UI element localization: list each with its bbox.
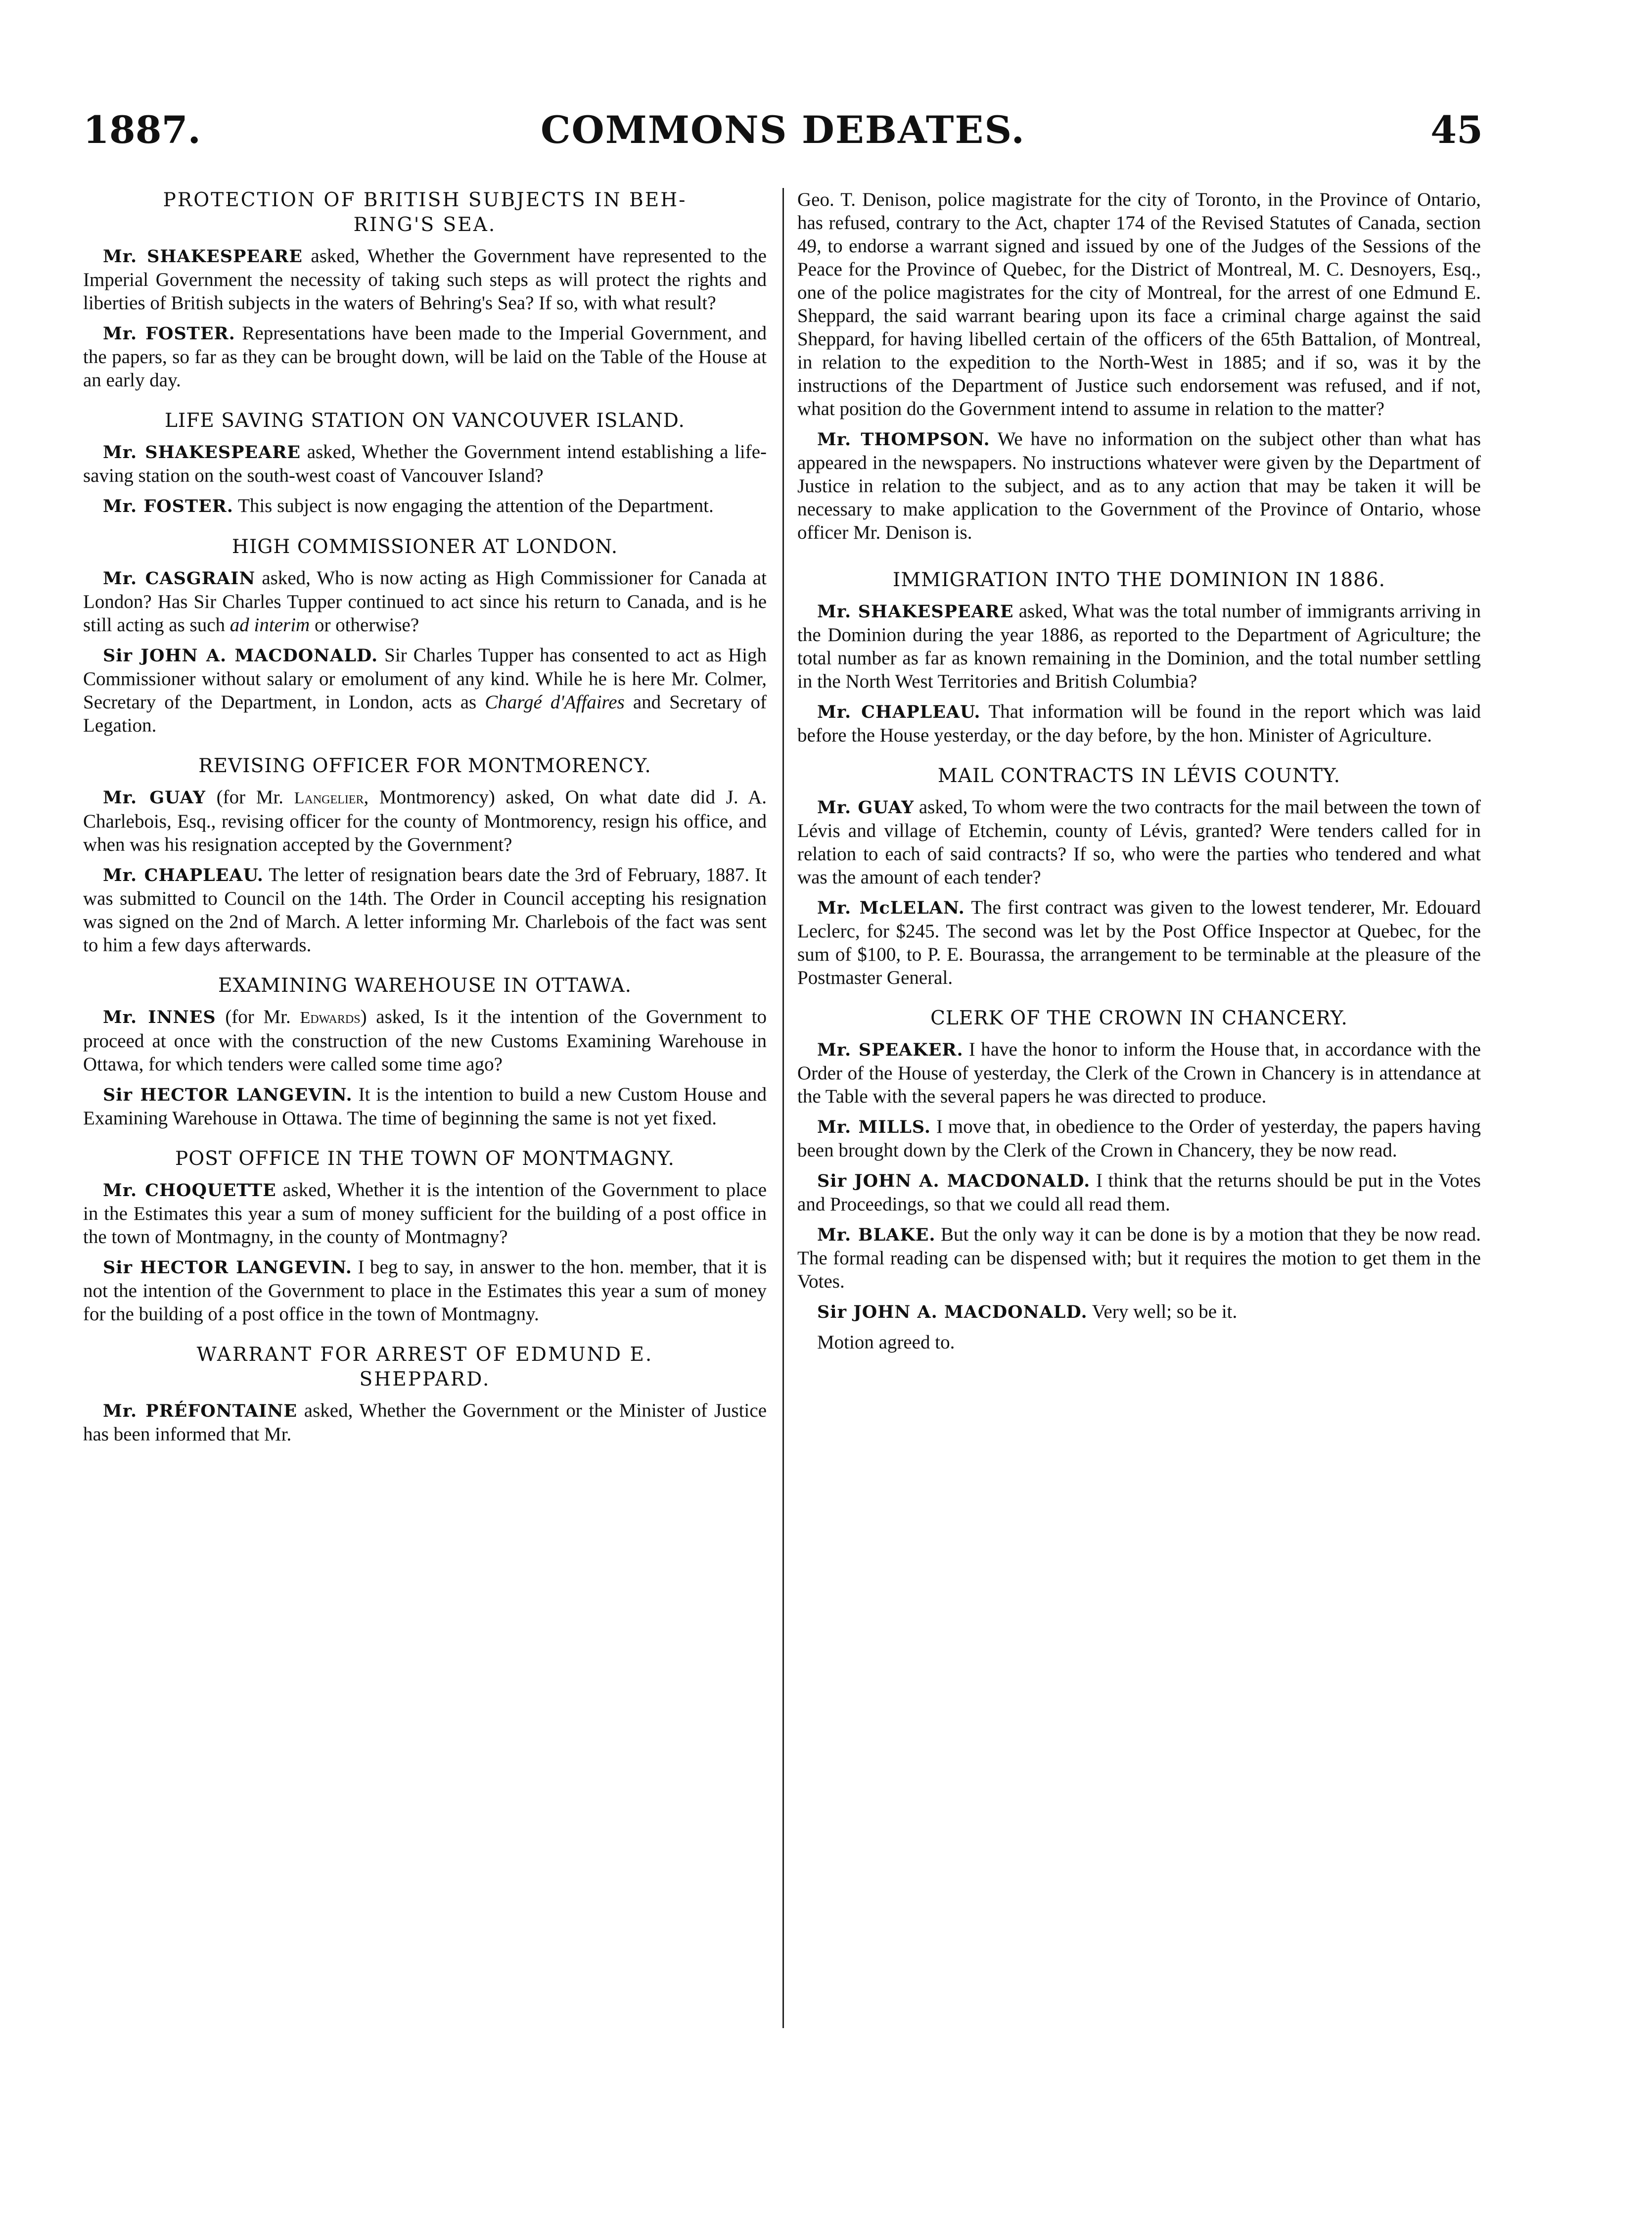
section-heading: CLERK OF THE CROWN IN CHANCERY.	[930, 1007, 1348, 1029]
header-title: COMMONS DEBATES.	[541, 108, 1025, 152]
answer-paragraph: Sir HECTOR LANGEVIN. It is the intention to build a new Custom House and Examining Warehouse in Ottawa. The time of beginning the same is not yet fixed.	[83, 1084, 767, 1129]
page-header	[83, 108, 1483, 162]
question-paragraph: Mr. SHAKESPEARE asked, What was the total number of immigrants arriving in the Dominion during the year 1886, as reported to the Department of Agriculture; the total number as far as known remaining in the Dominion, and the total number settling in the North West Territories and British Columbia?	[797, 601, 1481, 692]
question-paragraph: Mr. GUAY (for Mr. Langelier, Montmorency) asked, On what date did J. A. Charlebois, Esq., revising officer for the county of Montmorency, resign his office, and when was his resignation accepted by the Government?	[83, 787, 767, 855]
answer-paragraph: Mr. McLELAN. The first contract was given to the lowest tenderer, Mr. Edouard Leclerc, for $245. The second was let by the Post Office Inspector at Quebec, for the sum of $100, to P. E. Bourassa, the arrangement to be terminable at the pleasure of the Postmaster General.	[797, 897, 1481, 988]
header-page-number: 45	[1430, 108, 1483, 152]
section-heading: LIFE SAVING STATION ON VANCOUVER ISLAND.	[165, 410, 685, 432]
speech-paragraph: Sir JOHN A. MACDONALD. I think that the returns should be put in the Votes and Proceedings, so that we could all read them.	[797, 1170, 1481, 1215]
question-paragraph: Mr. SHAKESPEARE asked, Whether the Government have represented to the Imperial Government the necessity of taking such steps as will protect the rights and liberties of British subjects in the waters of Behring's Sea? If so, with what result?	[83, 245, 767, 314]
section-heading: WARRANT FOR ARREST OF EDMUND E. SHEPPARD.	[196, 1343, 653, 1390]
column-divider	[782, 188, 784, 2028]
speech-paragraph: Mr. SPEAKER. I have the honor to inform the House that, in accordance with the Order of the House of yesterday, the Clerk of the Crown in Chancery is in attendance at the Table with the several papers he was directed to produce.	[797, 1039, 1481, 1107]
answer-paragraph: Mr. FOSTER. Representations have been made to the Imperial Government, and the papers, so far as they can be brought down, will be laid on the Table of the House at an early day.	[83, 323, 767, 391]
question-paragraph: Mr. GUAY asked, To whom were the two contracts for the mail between the town of Lévis and village of Etchemin, county of Lévis, granted? Were tenders called for in relation to each of said contracts? If so, who were the parties who tendered and what was the amount of each tender?	[797, 796, 1481, 888]
section-heading: IMMIGRATION INTO THE DOMINION IN 1886.	[892, 569, 1386, 591]
question-paragraph: Mr. CHOQUETTE asked, Whether it is the intention of the Government to place in the Estimates this year a sum of money sufficient for the building of a post office in the town of Montmagny, in the county of Montmagny?	[83, 1179, 767, 1248]
speech-paragraph: Mr. MILLS. I move that, in obedience to the Order of yesterday, the papers having been brought down by the Clerk of the Crown in Chancery, they be now read.	[797, 1116, 1481, 1161]
answer-paragraph: Sir HECTOR LANGEVIN. I beg to say, in answer to the hon. member, that it is not the intention of the Government to place in the Estimates this year a sum of money for the building of a post office in the town of Montmagny.	[83, 1256, 767, 1325]
answer-paragraph: Mr. THOMPSON. We have no information on the subject other than what has appeared in the newspapers. No instructions whatever were given by the Department of Justice in relation to the subject, and as to any action that may be taken it will be necessary to make application to the Government of the Province of Ontario, whose officer Mr. Denison is.	[797, 428, 1481, 543]
text-columns	[83, 188, 1483, 2132]
section-heading: POST OFFICE IN THE TOWN OF MONTMAGNY.	[175, 1148, 675, 1170]
question-paragraph: Mr. CASGRAIN asked, Who is now acting as High Commissioner for Canada at London? Has Sir Charles Tupper continued to act since his return to Canada, and is he still acting as such ad interim or otherwise?	[83, 567, 767, 636]
right-column	[797, 188, 1481, 2132]
section-heading: EXAMINING WAREHOUSE IN OTTAWA.	[218, 974, 632, 997]
question-paragraph: Mr. SHAKESPEARE asked, Whether the Government intend establishing a life-saving station on the south-west coast of Vancouver Island?	[83, 441, 767, 486]
header-year: 1887.	[83, 108, 201, 152]
answer-paragraph: Sir JOHN A. MACDONALD. Sir Charles Tupper has consented to act as High Commissioner without salary or emolument of any kind. While he is here Mr. Colmer, Secretary of the Department, in London, acts as Chargé d'Affaires and Secretary of Legation.	[83, 645, 767, 736]
section-heading: REVISING OFFICER FOR MONTMORENCY.	[198, 755, 651, 777]
section-heading: HIGH COMMISSIONER AT LONDON.	[231, 536, 618, 558]
answer-paragraph: Mr. FOSTER. This subject is now engaging the attention of the Department.	[103, 495, 714, 516]
speech-paragraph: Sir JOHN A. MACDONALD. Very well; so be it.	[817, 1301, 1238, 1322]
question-paragraph: Mr. INNES (for Mr. Edwards) asked, Is it the intention of the Government to proceed at once with the construction of the new Customs Examining Warehouse in Ottawa, for which tenders were called some time ago?	[83, 1006, 767, 1075]
answer-paragraph: Mr. CHAPLEAU. That information will be found in the report which was laid before the House yesterday, or the day before, by the hon. Minister of Agriculture.	[797, 701, 1481, 746]
motion-result: Motion agreed to.	[817, 1332, 955, 1353]
question-paragraph: Mr. PRÉFONTAINE asked, Whether the Government or the Minister of Justice has been informed that Mr.	[83, 1400, 767, 1445]
answer-paragraph: Mr. CHAPLEAU. The letter of resignation bears date the 3rd of February, 1887. It was submitted to Council on the 14th. The Order in Council accepting his resignation was signed on the 2nd of March. A letter informing Mr. Charlebois of the fact was sent to him a few days afterwards.	[83, 864, 767, 956]
question-paragraph-continued: Geo. T. Denison, police magistrate for the city of Toronto, in the Province of Ontario, has refused, contrary to the Act, chapter 174 of the Revised Statutes of Canada, section 49, to endorse a warrant signed and issued by one of the Judges of the Sessions of the Peace for the Province of Quebec, for the District of Montreal, M. C. Desnoyers, Esq., one of the police magistrates for the city of Montreal, for the arrest of one Edmund E. Sheppard, the said warrant bearing upon its face a criminal charge against the said Sheppard, for having libelled certain of the officers of the 65th Battalion, of Montreal, in relation to the expedition to the North-West in 1885; and if so, was it by the instructions of the Department of Justice such endorsement was refused, and if not, what position do the Government intend to assume in relation to the matter?	[797, 189, 1481, 419]
section-heading: MAIL CONTRACTS IN LÉVIS COUNTY.	[937, 765, 1341, 787]
section-heading: PROTECTION OF BRITISH SUBJECTS IN BEH- RING'S SEA.	[163, 189, 687, 236]
left-column	[83, 188, 767, 2132]
speech-paragraph: Mr. BLAKE. But the only way it can be done is by a motion that they be now read. The formal reading can be dispensed with; but it requires the motion to get them in the Votes.	[797, 1224, 1481, 1292]
